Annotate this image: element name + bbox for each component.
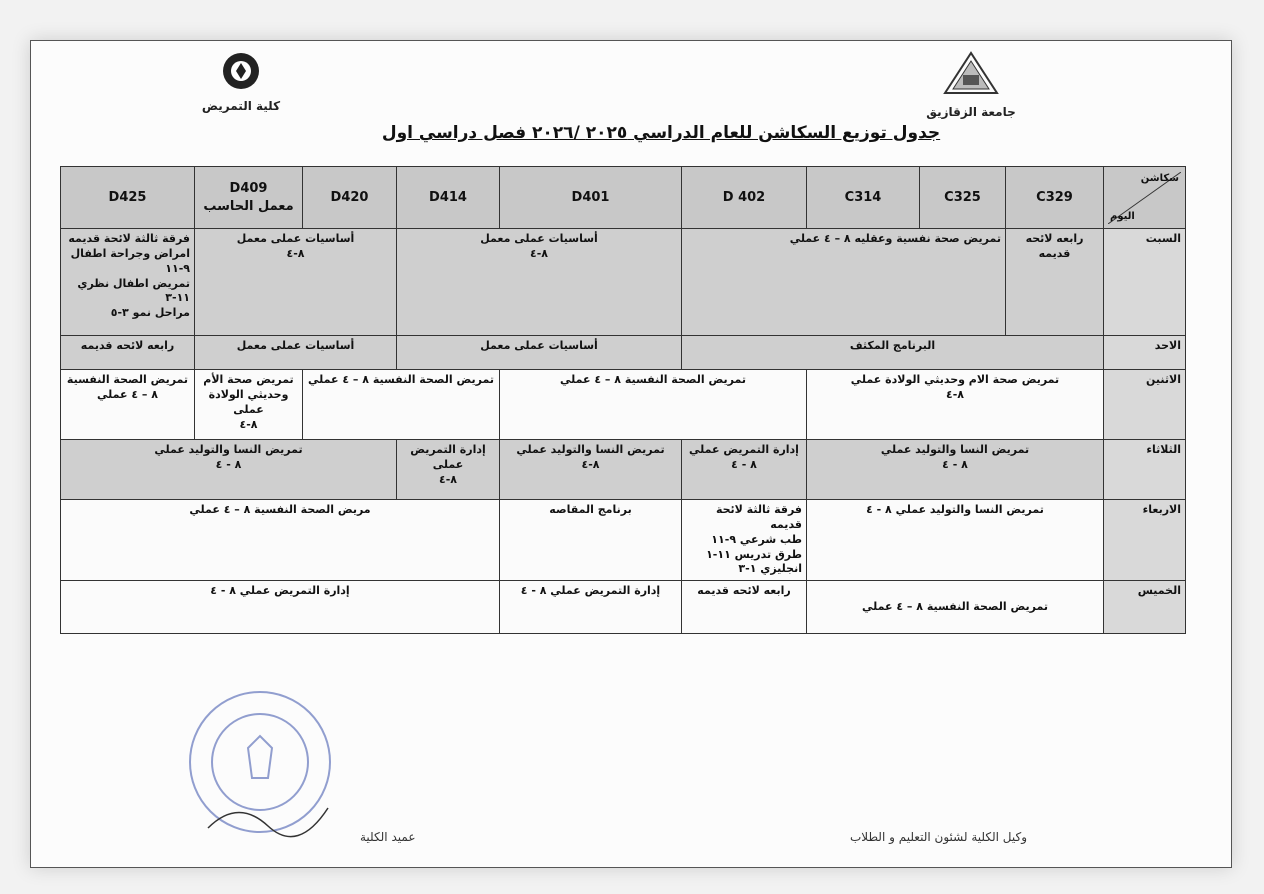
tuesday-row [61, 440, 1186, 500]
day-label: الاحد [1104, 336, 1186, 370]
day-label: الثلاثاء [1104, 440, 1186, 500]
schedule-cell: أساسيات عملى معمل ٨-٤ [397, 229, 682, 336]
schedule-cell: إدارة التمريض عملي ٨ - ٤ [500, 581, 682, 634]
schedule-cell: تمريض الصحة النفسية ٨ – ٤ عملي [303, 370, 500, 440]
room-header: C329 [1006, 167, 1104, 229]
schedule-cell: رابعه لائحه قديمه [61, 336, 195, 370]
room-header: D425 [61, 167, 195, 229]
schedule-cell: برنامج المقاصه [500, 500, 682, 581]
monday-row [61, 370, 1186, 440]
wednesday-row [61, 500, 1186, 581]
schedule-cell: البرنامج المكثف [682, 336, 1104, 370]
schedule-cell: تمريض الصحة النفسية ٨ – ٤ عملي [61, 370, 195, 440]
day-label: الخميس [1104, 581, 1186, 634]
schedule-cell: أساسيات عملى معمل [195, 336, 397, 370]
schedule-cell: تمريض صحة الأم وحديثي الولادة عملى ٨-٤ [195, 370, 303, 440]
day-label: الاثنين [1104, 370, 1186, 440]
schedule-cell: فرقة ثالثة لائحة قديمه امراض وجراحة اطفال ٩-١١ تمريض اطفال نظري ١١-٣ مراحل نمو ٣-٥ [61, 229, 195, 336]
thursday-row [61, 581, 1186, 634]
schedule-cell: تمريض النسا والتوليد عملي ٨-٤ [500, 440, 682, 500]
schedule-cell: تمريض النسا والتوليد عملي ٨ - ٤ [61, 440, 397, 500]
sunday-row [61, 336, 1186, 370]
page-title: جدول توزيع السكاشن للعام الدراسي ٢٠٢٥ /٢٠٢٦ فصل دراسي اول [381, 123, 941, 143]
room-header: D420 [303, 167, 397, 229]
faculty-logo [181, 49, 301, 113]
schedule-cell: أساسيات عملى معمل ٨-٤ [195, 229, 397, 336]
vice-dean-signature-label: وكيل الكلية لشئون التعليم و الطلاب [850, 830, 1027, 844]
schedule-cell: تمريض النسا والتوليد عملي ٨ - ٤ [807, 500, 1104, 581]
schedule-table [60, 166, 1186, 634]
faculty-name: كلية التمريض [201, 99, 281, 113]
schedule-cell: إدارة التمريض عملى ٨-٤ [397, 440, 500, 500]
saturday-row [61, 229, 1186, 336]
room-header: D401 [500, 167, 682, 229]
schedule-cell: فرقة ثالثة لائحة قديمه طب شرعي ٩-١١ طرق تدريس ١١-١ انجليزي ١-٣ [682, 500, 807, 581]
corner-day-label: اليوم [1110, 211, 1135, 222]
schedule-cell: أساسيات عملى معمل [397, 336, 682, 370]
corner-sections-label: سكاشن [1140, 172, 1179, 184]
schedule-cell: إدارة التمريض عملي ٨ - ٤ [682, 440, 807, 500]
room-header: C325 [920, 167, 1006, 229]
schedule-cell: تمريض صحة الام وحديثي الولادة عملي ٨-٤ [807, 370, 1104, 440]
university-logo [911, 49, 1031, 119]
day-label: السبت [1104, 229, 1186, 336]
schedule-cell: رابعه لائحه قديمه [1006, 229, 1104, 336]
university-emblem-icon [939, 49, 1003, 99]
room-header: C314 [807, 167, 920, 229]
dean-signature-label: عميد الكلية [360, 830, 416, 844]
room-header: D414 [397, 167, 500, 229]
schedule-cell: تمريض الصحة النفسية ٨ – ٤ عملي [807, 581, 1104, 634]
header-row [61, 167, 1186, 229]
schedule-cell: إدارة التمريض عملي ٨ - ٤ [61, 581, 500, 634]
room-header: D 402 [682, 167, 807, 229]
room-header: D409 معمل الحاسب [195, 167, 303, 229]
day-label: الاربعاء [1104, 500, 1186, 581]
faculty-emblem-icon [219, 49, 263, 93]
schedule-cell: رابعه لائحه قديمه [682, 581, 807, 634]
schedule-cell: تمريض الصحة النفسية ٨ – ٤ عملي [500, 370, 807, 440]
university-name: جامعة الزقازيق [926, 105, 1016, 119]
corner-cell [1104, 167, 1186, 229]
schedule-cell: تمريض النسا والتوليد عملي ٨ - ٤ [807, 440, 1104, 500]
schedule-cell: مريض الصحة النفسية ٨ – ٤ عملي [61, 500, 500, 581]
official-stamp [178, 688, 358, 838]
schedule-cell: تمريض صحة نفسية وعقليه ٨ – ٤ عملي [682, 229, 1006, 336]
